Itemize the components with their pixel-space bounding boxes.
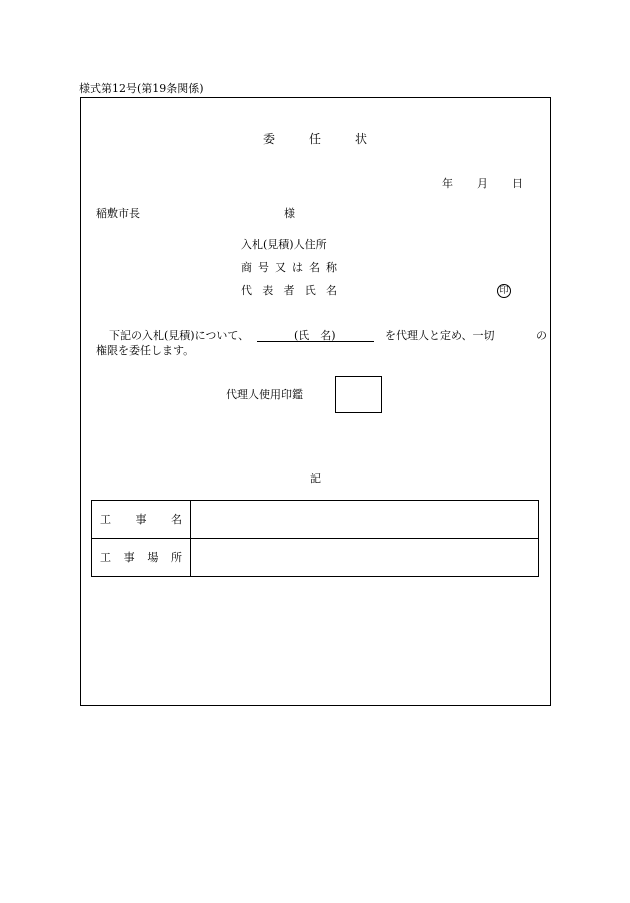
representative-label-char: 名 — [326, 284, 337, 297]
agent-seal-label: 代理人使用印鑑 — [226, 388, 303, 401]
project-name-label — [92, 501, 191, 539]
company-label-char: は — [292, 261, 303, 274]
company-label-char: 号 — [258, 261, 269, 274]
representative-label-char: 代 — [241, 284, 252, 297]
project-table — [91, 500, 539, 577]
date-year: 年 — [442, 177, 453, 190]
company-label-char: 商 — [241, 261, 252, 274]
body-line1-end: の — [536, 329, 547, 342]
company-label-char: 称 — [326, 261, 337, 274]
label-char: 名 — [171, 513, 182, 526]
address-label: 入札(見積)人住所 — [241, 238, 327, 251]
table-row — [92, 539, 539, 577]
table-row — [92, 501, 539, 539]
seal-mark: 印 — [497, 284, 511, 298]
addressee-honorific: 様 — [284, 207, 295, 220]
ki-heading: 記 — [310, 472, 321, 485]
label-char: 所 — [170, 551, 182, 564]
form-number: 様式第12号(第19条関係) — [79, 82, 204, 95]
name-underline — [257, 341, 374, 342]
company-label — [241, 262, 337, 273]
date-month: 月 — [477, 177, 488, 190]
label-char: 事 — [123, 551, 135, 564]
representative-label-char: 表 — [262, 284, 274, 297]
label-char: 工 — [100, 551, 111, 564]
label-char: 事 — [135, 513, 147, 526]
body-line1-prefix: 下記の入札(見積)について、 — [109, 329, 250, 342]
body-name-placeholder: (氏 名) — [294, 329, 336, 342]
representative-label — [241, 285, 337, 296]
project-location-value[interactable] — [191, 539, 539, 577]
addressee-name: 稲敷市長 — [96, 207, 140, 220]
title-char-1: 委 — [263, 132, 276, 146]
date-day: 日 — [512, 177, 523, 190]
company-label-char: 名 — [309, 261, 320, 274]
title-char-2: 任 — [309, 132, 322, 146]
body-line1-suffix: を代理人と定め、一切 — [385, 329, 495, 342]
label-char: 工 — [100, 513, 111, 526]
company-label-char: 又 — [275, 261, 286, 274]
representative-label-char: 者 — [283, 284, 295, 297]
body-line2: 権限を委任します。 — [96, 344, 195, 357]
project-location-label — [92, 539, 191, 577]
agent-seal-box — [335, 376, 382, 413]
label-char: 場 — [147, 551, 159, 564]
representative-label-char: 氏 — [304, 284, 316, 297]
project-name-value[interactable] — [191, 501, 539, 539]
title-char-3: 状 — [355, 132, 368, 146]
